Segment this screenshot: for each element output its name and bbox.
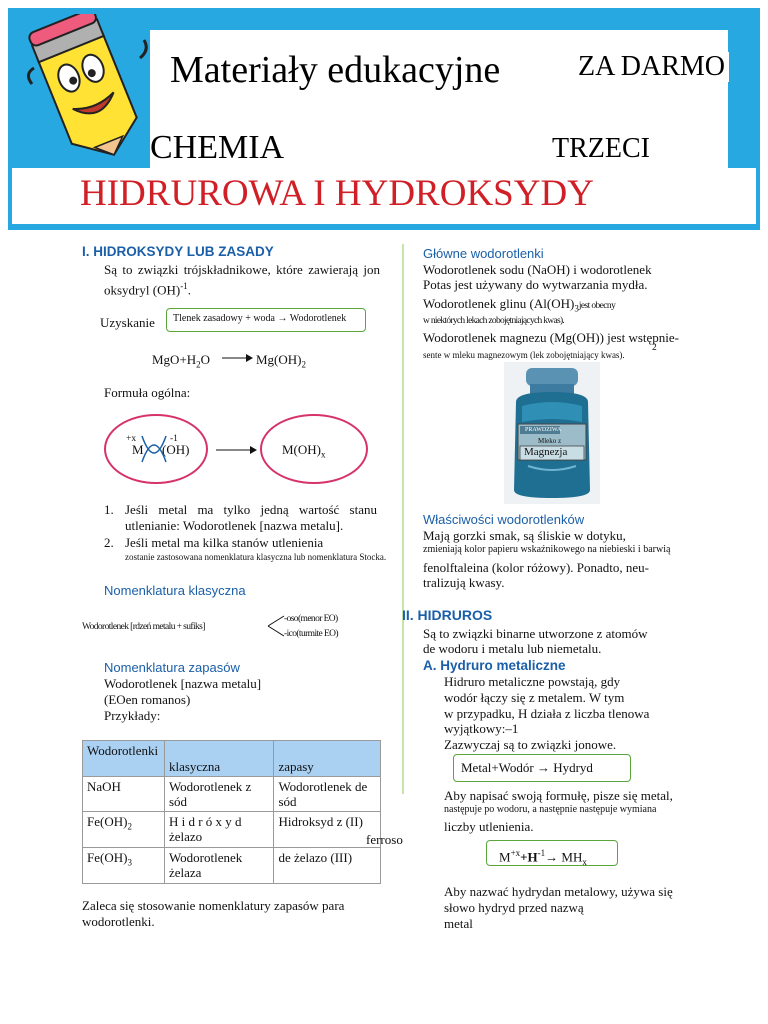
uzyskanie-label: Uzyskanie [100,315,155,330]
main-hydroxides-line-2: Potas jest używany do wytwarzania mydła. [423,277,648,292]
closing-note: Zaleca się stosowanie nomenklatury zapasów para wodorotlenki. [82,898,345,929]
formula-rule-line-1: Aby napisać swoją formułę, pisze się metal, [444,788,673,803]
subsection-a-line-5: Zazwyczaj są to związki jonowe. [444,737,617,752]
nom-classic-formula: Wodorotlenek [rdzeń metalu + sufiks] [82,622,205,632]
formula-label: Formuła ogólna: [104,385,191,400]
properties-line-2: zmieniają kolor papieru wskaźnikowego na niebieski i barwią [423,544,671,555]
section2-line-2: de wodoru i metalu lub niemetalu. [423,641,602,656]
main-hydroxides-heading: Główne wodorotlenki [423,246,544,261]
main-hydroxides-line-5-sub: 2 [652,343,657,353]
section1-intro: Są to związki trójskładnikowe, które zawierają jon oksydryl (OH)$^{-1}$. [104,262,380,298]
table-row: $Fe(OH)_2$ H i d r ó x y d żelazo Hidroksyd z (II) [83,812,381,848]
nom-classic-heading: Nomenklatura klasyczna [104,583,246,598]
properties-line-1: Mają gorzki smak, są śliskie w dotyku, [423,528,626,543]
nom-bracket-icon [266,614,286,638]
table-header-classic: klasyczna [164,741,273,777]
reaction-arrow-icon [220,352,254,364]
column-divider [402,244,404,794]
table-header-formula: Wodorotlenki [83,741,165,777]
list-item-1: Jeśli metal ma tylko jedną wartość stanu utlenianie: Wodorotlenek [nazwa metalu]. [125,502,377,533]
naming-line-1: Aby nazwać hydrydan metalowy, używa się [444,884,673,899]
list-item-2-tiny: zostanie zastosowana nomenklatura klasyczna lub nomenklatura Stocka. [125,552,387,562]
nom-classic-oso: -oso(menor EO) [284,614,338,624]
properties-line-3: fenolftaleina (kolor różowy). Ponadto, neu- [423,560,649,575]
section2-line-1: Są to związki binarne utworzone z atomów [423,626,648,641]
table-header-stock: zapasy [274,741,381,777]
subject-label: CHEMIA [150,129,285,166]
grade-label: TRZECI [548,134,654,164]
list-num-1: 1. [104,502,114,517]
header-title: Materiały edukacyjne [170,49,501,91]
list-num-2: 2. [104,535,114,550]
bottle-label: Magnezja [524,446,568,458]
properties-heading: Właściwości wodorotlenków [423,512,585,527]
cloud-charge-minus: -1 [170,434,178,444]
table-cell-formula: Fe(OH) [87,850,128,865]
nom-stock-line-3: Przykłady: [104,708,161,723]
subsection-a-line-4: wyjątkowy:–1 [444,721,519,736]
pencil-mascot-icon [22,14,152,162]
table-cell-formula: NaOH [87,779,121,794]
page-title: HIDRUROWA I HYDROKSYDY [80,173,594,214]
nom-stock-heading: Nomenklatura zapasów [104,660,240,675]
hydride-formula-box: $M^{+x}+H^{-1}\to MH_x$ [486,840,618,866]
section2-heading: II. HIDRUROS [402,607,493,623]
naming-line-2: słowo hydryd przed nazwą [444,900,584,915]
nom-stock-line-2: (EOen romanos) [104,692,191,707]
bottle-line-2: Mleko z [538,437,562,445]
main-hydroxides-line-3: Wodorotlenek glinu ($Al(OH)_3jest$ obecny [423,296,616,314]
table-cell-classic: H i d r ó x y d żelazo [164,812,273,848]
cloud-hydroxyl: (OH) [162,442,190,457]
main-hydroxides-line-6: sente w mleku magnezowym (lek zobojętniający kwas). [423,350,625,360]
formula-rule-line-2: następuje po wodoru, a następnie następuje wymiana [444,804,657,815]
subsection-a-line-3: w przypadku, H działa z liczba tlenowa [444,706,650,721]
main-hydroxides-line-1: Wodorotlenek sodu (NaOH) i wodorotlenek [423,262,652,277]
table-overflow-text: ferroso [366,832,403,847]
cloud-metal: M [132,442,144,457]
hydride-reaction-box: Metal+Wodór → Hydryd [453,754,631,782]
hydroxides-table [82,740,381,884]
table-row [83,777,381,812]
reaction-left: $MgO+H_2O$ [152,352,211,370]
list-item-2: Jeśli metal ma kilka stanów utlenienia [125,535,324,550]
table-cell-stock: de żelazo (III) [274,848,381,884]
naming-line-3: metal [444,916,473,931]
bottle-brand: PRAWDZIWA [525,427,562,433]
table-cell-stock: Wodorotlenek de sód [274,777,381,812]
free-label: ZA DARMO [574,52,729,82]
result-formula: $M(OH)_x$ [282,442,326,460]
table-cell-classic: Wodorotlenek żelaza [164,848,273,884]
cloud-charge-plus: +x [126,434,137,444]
uzyskanie-box: Tlenek zasadowy + woda → Wodorotlenek [166,308,366,332]
nom-classic-ico: -ico(turmite EO) [284,629,338,639]
table-row: $Fe(OH)_3$ Wodorotlenek żelaza de żelazo (III) [83,848,381,884]
main-hydroxides-line-5: Wodorotlenek magnezu (Mg(OH)) jest wstępnie- [423,330,679,345]
table-cell-classic: Wodorotlenek z sód [164,777,273,812]
table-header-row [83,741,381,777]
table-cell-formula: Fe(OH) [87,814,128,829]
reaction-right: $Mg(OH)_2$ [256,352,306,370]
subsection-a-heading: A. Hydruro metaliczne [423,658,566,673]
properties-line-4: tralizują kwasy. [423,575,505,590]
table-cell-stock: Hidroksyd z (II) [274,812,381,848]
formula-arrow-icon [214,444,258,456]
subsection-a-line-2: wodór łączy się z metalem. W tym [444,690,625,705]
nom-stock-line-1: Wodorotlenek [nazwa metalu] [104,676,262,691]
section1-heading: I. HIDROKSYDY LUB ZASADY [82,244,274,259]
cross-arrows-icon [140,432,168,466]
subsection-a-line-1: Hidruro metaliczne powstają, gdy [444,674,621,689]
formula-rule-line-3: liczby utlenienia. [444,819,534,834]
main-hydroxides-line-4: w niektórych lekach zobojętniających kwas). [423,316,565,326]
